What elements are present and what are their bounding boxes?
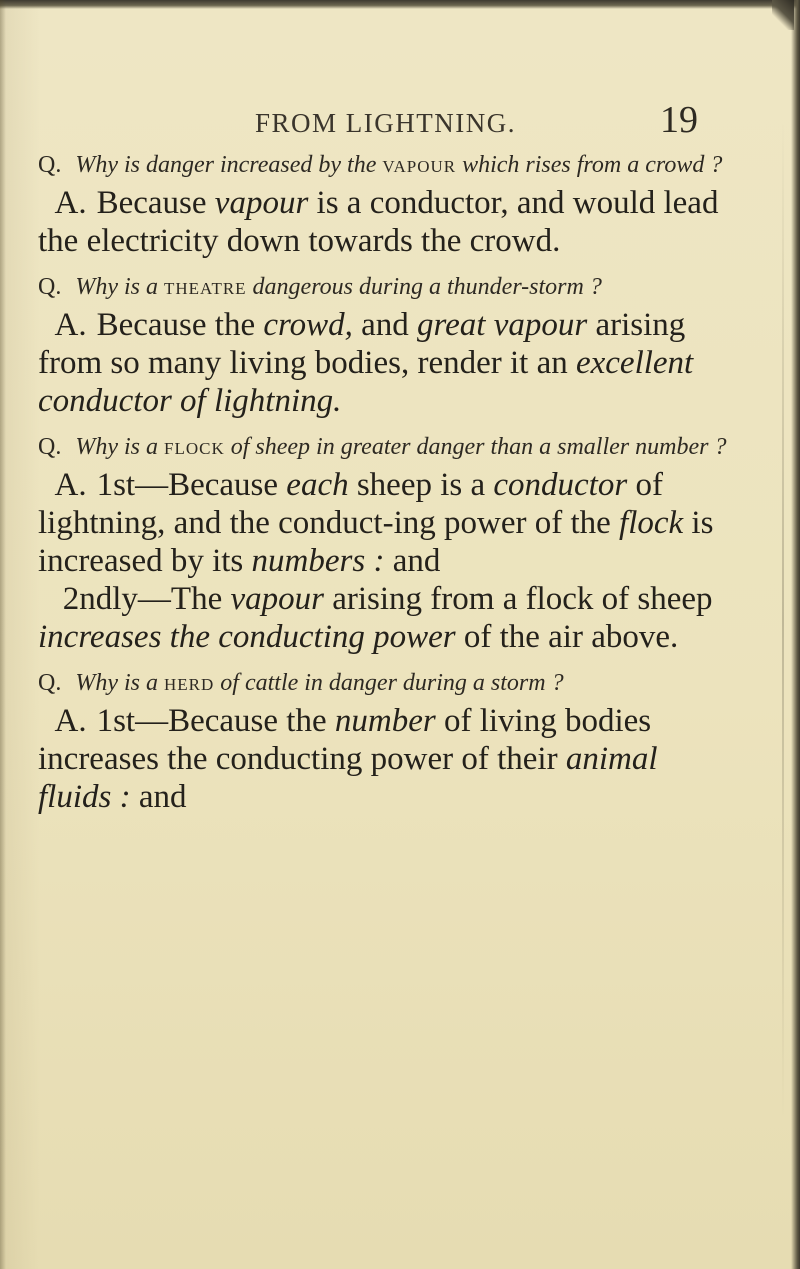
edge-shade [782,120,784,1120]
binding-shadow [0,0,6,1269]
answer-3: A. 1st—Because each sheep is a conductor of lightning, and the conduct-ing power of the flock is increased by its numbers : and [38,467,714,579]
question-1: Q. Why is danger increased by the vapour which rises from a crowd ? [38,152,723,178]
answer-4: A. 1st—Because the number of living bodies increases the conducting power of their animal fluids : and [38,703,658,815]
answer-3-part-2: 2ndly—The vapour arising from a flock of sheep increases the conducting power of the air above. [38,581,713,655]
page-corner [772,0,794,30]
page-right-edge [791,0,800,1269]
page-body [38,150,738,816]
running-head: FROM LIGHTNING. [255,108,516,138]
question-3: Q. Why is a flock of sheep in greater danger than a smaller number ? [38,434,727,460]
answer-2: A. Because the crowd, and great vapour arising from so many living bodies, render it an excellent conductor of lightning. [38,307,694,419]
answer-1: A. Because vapour is a conductor, and would lead the electricity down towards the crowd. [38,185,719,259]
page-top-edge [0,0,800,9]
page-number: 19 [660,99,698,141]
question-4: Q. Why is a herd of cattle in danger during a storm ? [38,670,564,696]
question-2: Q. Why is a theatre dangerous during a thunder-storm ? [38,274,602,300]
